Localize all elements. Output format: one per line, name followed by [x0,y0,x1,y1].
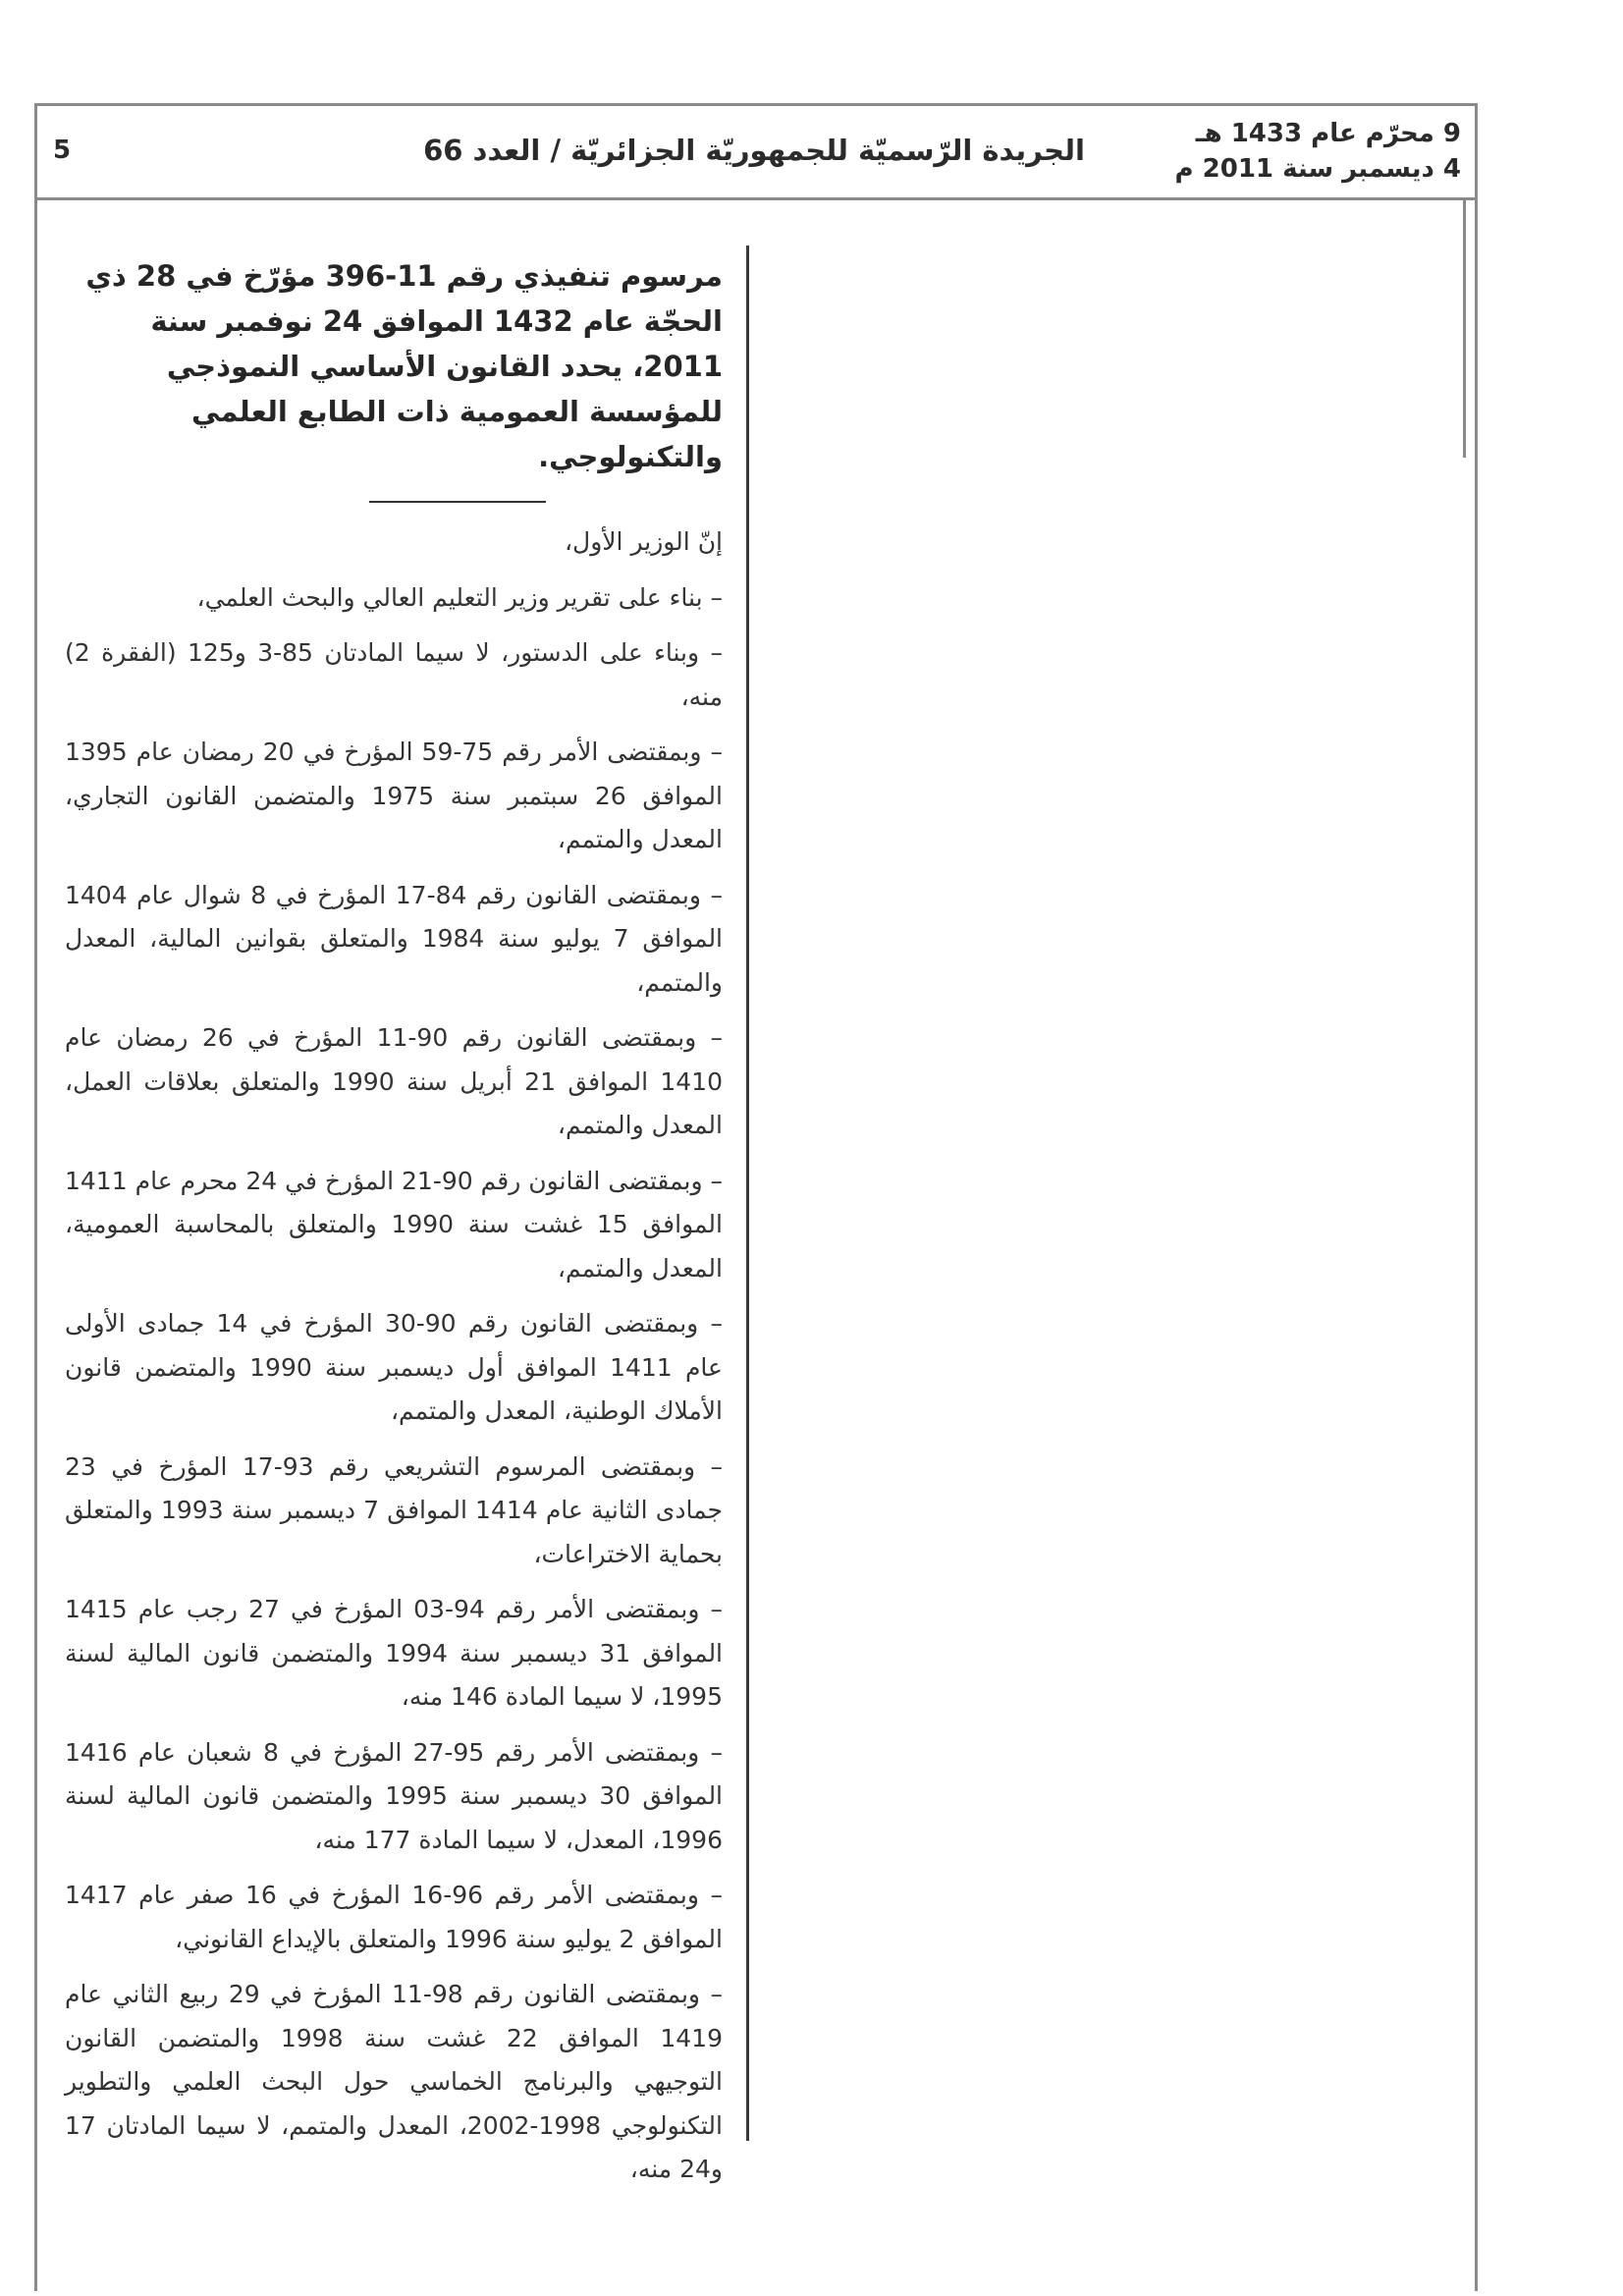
page-header [37,106,1475,200]
decree-paragraph: – بناء على تقرير وزير التعليم العالي والبحث العلمي، [196,582,723,612]
decree-paragraph: – وبمقتضى القانون رقم 90-21 المؤرخ في 24 محرم عام 1411 الموافق 15 غشت سنة 1990 والمتعلق بالمحاسبة العمومية، المعدل والمتمم، [65,1166,723,1283]
decree-intro: إنّ الوزير الأول، [564,527,723,556]
decree-paragraph: – وبناء على الدستور، لا سيما المادتان 85-3 و125 (الفقرة 2) منه، [65,638,723,711]
decree-title: مرسوم تنفيذي رقم 11-396 مؤرّخ في 28 ذي الحجّة عام 1432 الموافق 24 نوفمبر سنة 2011، يحدد القانون الأساسي النموذجي للمؤسسة العمومية ذات الطابع العلمي والتكنولوجي. [85,259,723,473]
decree-paragraph: – وبمقتضى القانون رقم 84-17 المؤرخ في 8 شوال عام 1404 الموافق 7 يوليو سنة 1984 والمتعلق بقوانين المالية، المعدل والمتمم، [65,880,724,997]
header-date-hijri: 9 محرّم عام 1433 هـ [1195,119,1461,148]
decree-paragraph: – وبمقتضى الأمر رقم 94-03 المؤرخ في 27 رجب عام 1415 الموافق 31 ديسمبر سنة 1994 والمتضمن قانون المالية لسنة 1995، لا سيما المادة 146 منه، [65,1595,724,1711]
decree-paragraph: – وبمقتضى الأمر رقم 75-59 المؤرخ في 20 رمضان عام 1395 الموافق 26 سبتمبر سنة 1975 والمتضمن القانون التجاري، المعدل والمتمم، [65,738,723,853]
decree-paragraph: – وبمقتضى الأمر رقم 95-27 المؤرخ في 8 شعبان عام 1416 الموافق 30 ديسمبر سنة 1995 والمتضمن قانون المالية لسنة 1996، المعدل، لا سيما المادة 177 منه، [65,1737,724,1854]
header-date [1175,116,1461,187]
decree-paragraph: – وبمقتضى القانون رقم 90-30 المؤرخ في 14 جمادى الأولى عام 1411 الموافق أول ديسمبر سنة 1990 والمتضمن قانون الأملاك الوطنية، المعدل والمتمم، [65,1309,723,1425]
column-divider [746,246,749,2141]
decree-paragraph: – وبمقتضى المرسوم التشريعي رقم 93-17 المؤرخ في 23 جمادى الثانية عام 1414 الموافق 7 ديسمبر سنة 1993 والمتعلق بحماية الاختراعات، [65,1451,724,1568]
decree-paragraph: – وبمقتضى القانون رقم 90-11 المؤرخ في 26 رمضان عام 1410 الموافق 21 أبريل سنة 1990 والمتعلق بعلاقات العمل، المعدل والمتمم، [65,1023,723,1139]
right-column-rule [1463,200,1466,458]
gazette-title: الجريدة الرّسميّة للجمهوريّة الجزائريّة / العدد 66 [423,134,1085,167]
title-rule [369,501,546,503]
page-number: 5 [53,136,72,165]
decree-column [65,253,723,2192]
decree-paragraph: – وبمقتضى القانون رقم 98-11 المؤرخ في 29 ربيع الثاني عام 1419 الموافق 22 غشت سنة 1998 والمتضمن القانون التوجيهي والبرنامج الخماسي حول البحث العلمي والتطوير التكنولوجي 1998-2002، المعدل والمتمم، لا سيما المادتان 17 و24 منه، [65,1980,723,2183]
header-date-gregorian: 4 ديسمبر سنة 2011 م [1174,154,1461,184]
decree-paragraph: – وبمقتضى الأمر رقم 96-16 المؤرخ في 16 صفر عام 1417 الموافق 2 يوليو سنة 1996 والمتعلق بالإيداع القانوني، [65,1881,723,1953]
